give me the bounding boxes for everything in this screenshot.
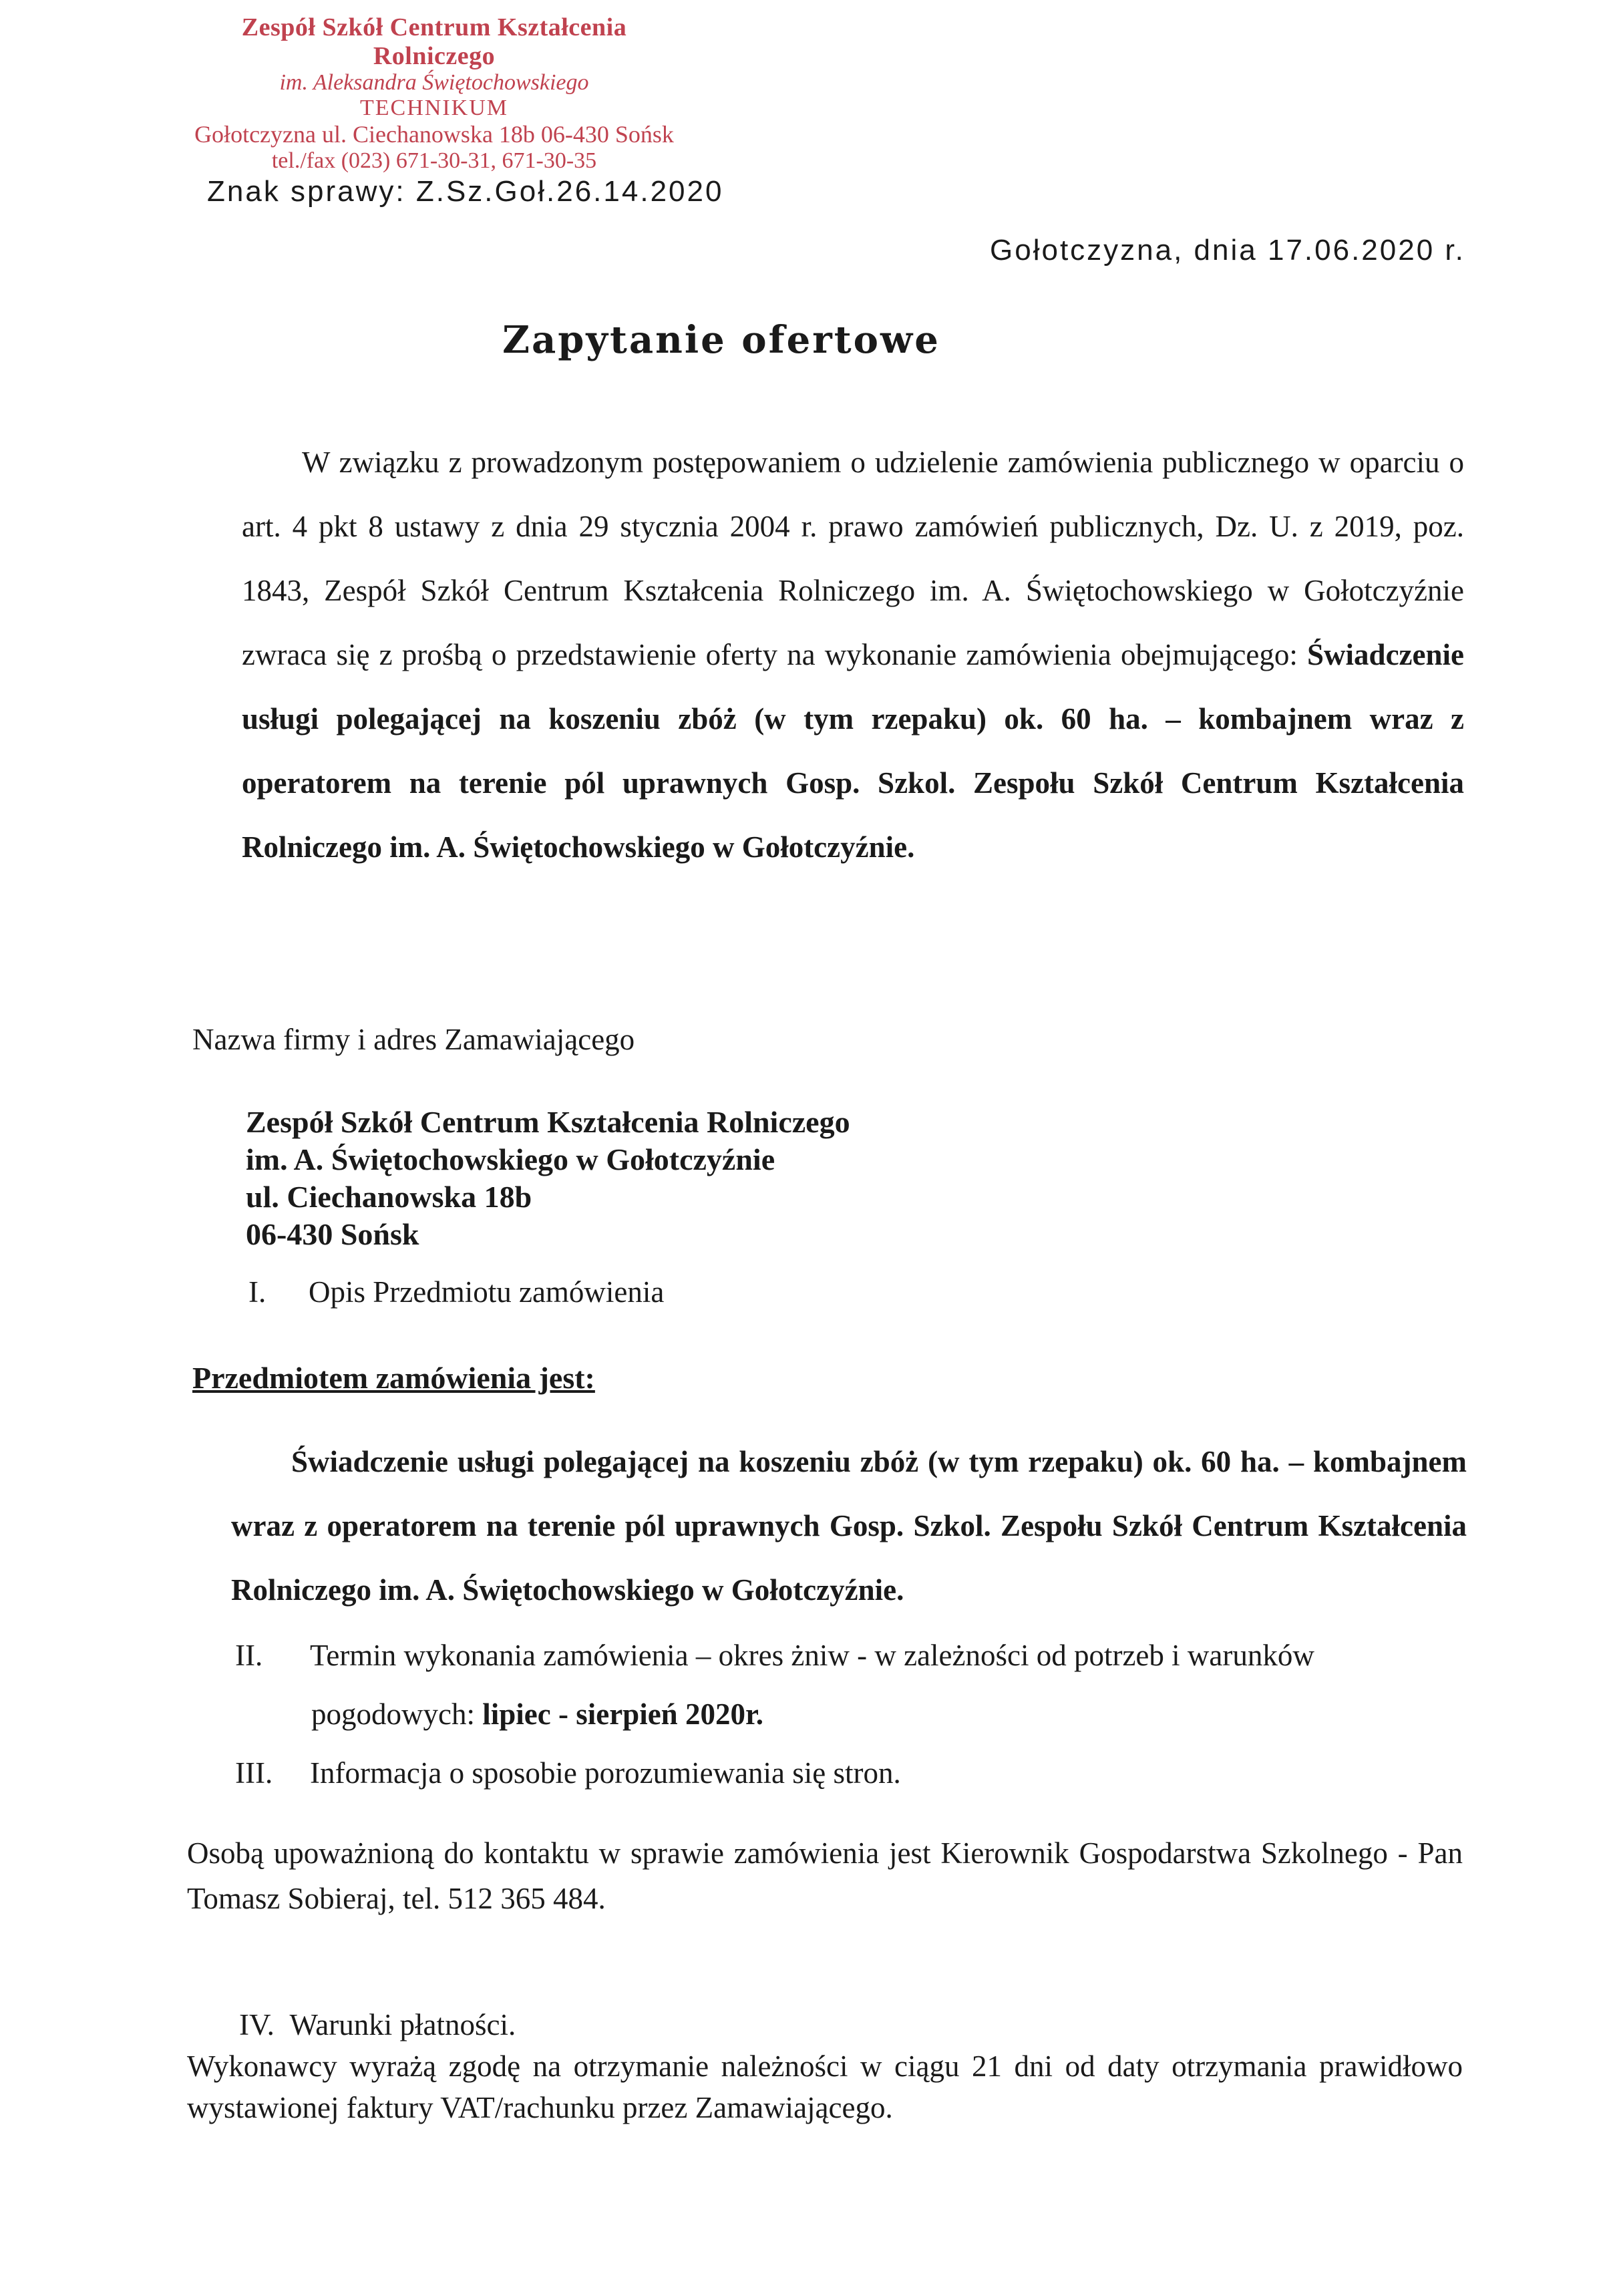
section-2-term (311, 1697, 763, 1732)
letterhead-line: Gołotczyzna ul. Ciechanowska 18b 06-430 Sońsk (194, 121, 674, 148)
letterhead-line: TECHNIKUM (360, 96, 508, 121)
subject-label: Przedmiotem zamówienia jest: (192, 1361, 595, 1395)
contact-paragraph: Osobą upoważnioną do kontaktu w sprawie zamówienia jest Kierownik Gospodarstwa Szkolnego - Pan Tomasz Sobieraj, tel. 512 365 484. (187, 1836, 1463, 1915)
section-label: Opis Przedmiotu zamówienia (309, 1275, 665, 1309)
payment-section (187, 2004, 1463, 2128)
document-title: Zapytanie ofertowe (502, 318, 940, 362)
buyer-address (246, 1104, 850, 1253)
buyer-label: Nazwa firmy i adres Zamawiającego (192, 1023, 635, 1056)
letterhead-stamp (180, 13, 688, 174)
subject-text (231, 1430, 1467, 1622)
section-number: II. (235, 1639, 263, 1672)
section-number: I. (248, 1275, 266, 1309)
term-text: pogodowych: (311, 1697, 483, 1731)
address-line: 06-430 Sońsk (246, 1217, 419, 1251)
section-label: Termin wykonania zamówienia – okres żniw - w zależności od potrzeb i warunków (310, 1639, 1314, 1672)
section-1-heading (248, 1273, 664, 1311)
letterhead-line: im. Aleksandra Świętochowskiego (279, 70, 589, 96)
section-2-heading (235, 1637, 1314, 1674)
case-number: Znak sprawy: Z.Sz.Goł.26.14.2020 (207, 175, 724, 208)
subject-body: Świadczenie usługi polegającej na koszeniu zbóż (w tym rzepaku) ok. 60 ha. – kombajnem wraz z operatorem na terenie pól uprawnych Gosp. Szkol. Zespołu Szkół Centrum Kształcenia Rolniczego im. A. Świętochowskiego w Gołotczyźnie. (231, 1445, 1467, 1607)
address-line: ul. Ciechanowska 18b (246, 1180, 532, 1214)
section-label: Informacja o sposobie porozumiewania się stron. (310, 1756, 901, 1790)
document-date: Gołotczyzna, dnia 17.06.2020 r. (990, 234, 1465, 267)
intro-paragraph (242, 430, 1464, 879)
address-line: Zespół Szkół Centrum Kształcenia Rolniczego (246, 1105, 850, 1139)
intro-text: W związku z prowadzonym postępowaniem o udzielenie zamówienia publicznego w oparciu o art. 4 pkt 8 ustawy z dnia 29 stycznia 2004 r. prawo zamówień publicznych, Dz. U. z 2019, poz. 1843, Zespół Szkół Centrum Kształcenia Rolniczego im. A. Świętochowskiego w Gołotczyźnie zwraca się z prośbą o przedstawienie oferty na wykonanie zamówienia obejmującego: (242, 446, 1464, 671)
payment-text: Wykonawcy wyrażą zgodę na otrzymanie należności w ciągu 21 dni od daty otrzymania prawidłowo wystawionej faktury VAT/rachunku przez Zamawiającego. (187, 2049, 1463, 2124)
section-number: IV. (239, 2008, 275, 2041)
section-3-heading (235, 1754, 901, 1792)
section-4-heading (187, 2004, 1463, 2045)
section-number: III. (235, 1756, 273, 1790)
term-period: lipiec - sierpień 2020r. (482, 1697, 764, 1731)
letterhead-line: tel./fax (023) 671-30-31, 671-30-35 (271, 148, 597, 173)
intro-bold-text: Świadczenie usługi polegającej na koszeniu zbóż (w tym rzepaku) ok. 60 ha. – kombajnem wraz z operatorem na terenie pól uprawnych Gosp. Szkol. Zespołu Szkół Centrum Kształcenia Rolniczego im. A. Świętochowskiego w Gołotczyźnie. (242, 638, 1464, 864)
section-label: Warunki płatności. (289, 2008, 516, 2041)
address-line: im. A. Świętochowskiego w Gołotczyźnie (246, 1142, 775, 1176)
letterhead-line: Zespół Szkół Centrum Kształcenia Rolniczego (241, 13, 627, 70)
